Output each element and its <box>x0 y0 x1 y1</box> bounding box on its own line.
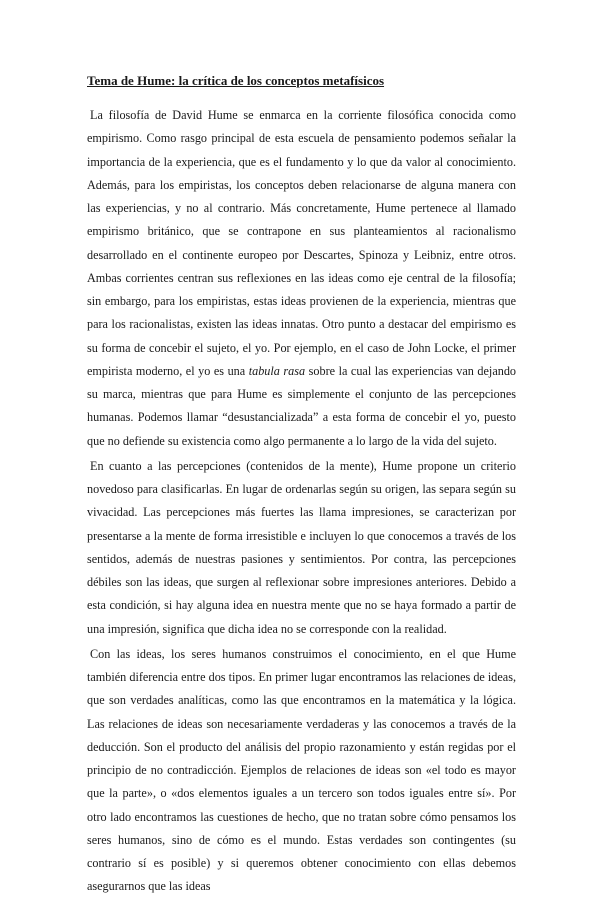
italic-term: tabula rasa <box>248 363 306 378</box>
paragraph-conocimiento <box>87 643 516 899</box>
paragraph-text: sobre la cual las experiencias van dejando su marca, mientras que para Hume es simplemente el conjunto de las percepciones humanas. Podemos llamar “desustancializada” a esta forma de concebir el yo, puesto que no defiende su existencia como algo permanente a lo largo de la vida del sujeto. <box>87 363 517 448</box>
paragraph-text: En cuanto a las percepciones (contenidos de la mente), Hume propone un criterio novedoso para clasificarlas. En lugar de ordenarlas según su origen, las separa según su vivacidad. Las percepciones más fuertes las llama impresiones, se caracterizan por presentarse a la mente de forma irresistible e incluyen lo que conocemos a través de los sentidos, además de nuestras pasiones y sentimientos. Por contra, las percepciones débiles son las ideas, que surgen al reflexionar sobre impresiones anteriores. Debido a esta condición, si hay alguna idea en nuestra mente que no se haya formado a partir de una impresión, significa que dicha idea no se corresponde con la realidad. <box>87 458 516 636</box>
paragraph-text: Con las ideas, los seres humanos construimos el conocimiento, en el que Hume también diferencia entre dos tipos. En primer lugar encontramos las relaciones de ideas, que son verdades analíticas, como las que encontramos en la matemática y la lógica. Las relaciones de ideas son necesariamente verdaderas y las conocemos a través de la deducción. Son el producto del análisis del propio razonamiento y están regidas por el principio de no contradicción. Ejemplos de relaciones de ideas son «el todo es mayor que la parte», o «dos elementos iguales a un tercero son todos iguales entre sí». Por otro lado encontramos las cuestiones de hecho, que no tratan sobre cómo pensamos los seres humanos, sino de cómo es el mundo. Estas verdades son contingentes (su contrario sí es posible) y si queremos obtener conocimiento con ellas debemos asegurarnos que las ideas <box>87 646 516 894</box>
paragraph-percepciones <box>87 455 516 641</box>
document-title: Tema de Hume: la crítica de los conceptos metafísicos <box>87 73 385 88</box>
document-body <box>87 104 516 901</box>
paragraph-text: La filosofía de David Hume se enmarca en la corriente filosófica conocida como empirismo. Como rasgo principal de esta escuela de pensamiento podemos señalar la importancia de la experiencia, que es el fundamento y lo que da valor al conocimiento. Además, para los empiristas, los conceptos deben relacionarse de alguna manera con las experiencias, y no al contrario. Más concretamente, Hume pertenece al llamado empirismo británico, que se contrapone en sus planteamientos al racionalismo desarrollado en el continente europeo por Descartes, Spinoza y Leibniz, entre otros. Ambas corrientes centran sus reflexiones en las ideas como eje central de la filosofía; sin embargo, para los empiristas, estas ideas provienen de la experiencia, mientras que para los racionalistas, existen las ideas innatas. Otro punto a destacar del empirismo es su forma de concebir el sujeto, el yo. Por ejemplo, en el caso de John Locke, el primer empirista moderno, el yo es una <box>87 108 516 378</box>
paragraph-empirismo <box>87 104 516 453</box>
